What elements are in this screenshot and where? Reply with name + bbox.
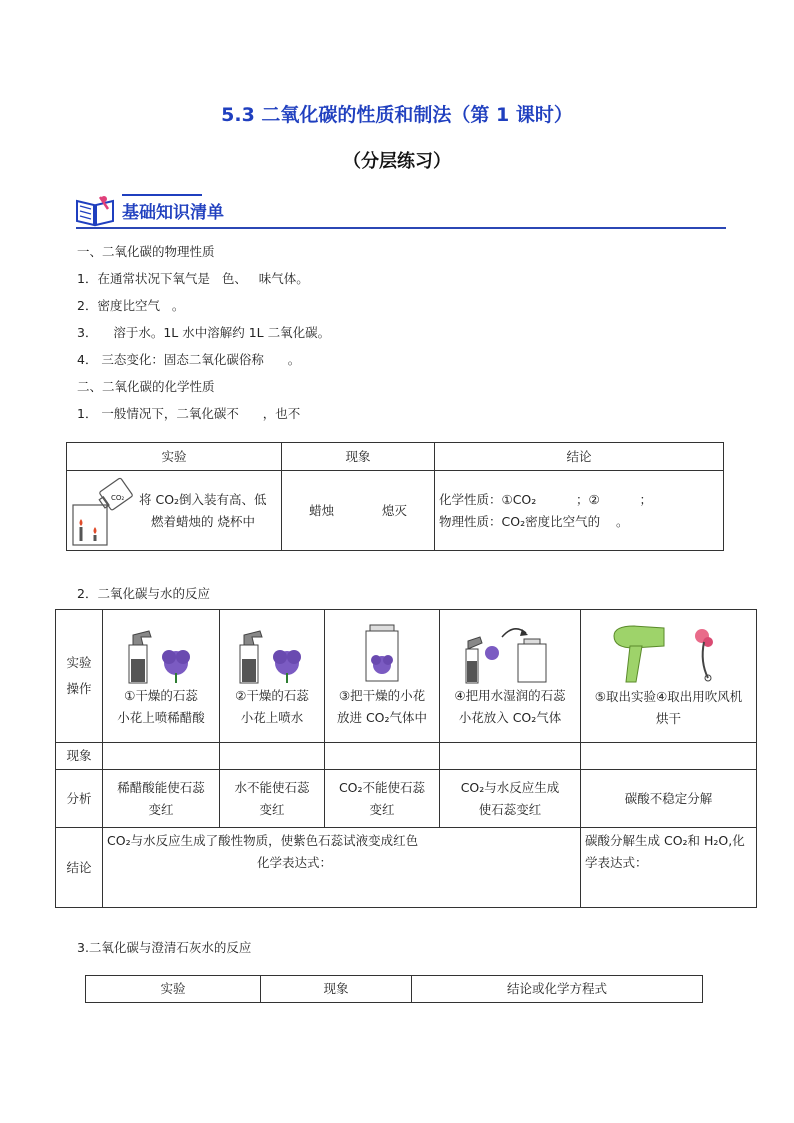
step-1-line-1: ①干燥的石蕊 [124,688,198,703]
candle-beaker-illustration [69,475,133,556]
conclusion-chem: 化学性质：①CO₂ ；② ； [439,491,652,507]
analysis-4-a: CO₂与水反应生成 [460,779,560,795]
row-label-phenomenon: 现象 [56,743,103,770]
analysis-2-b: 变红 [259,801,285,817]
spray-and-jar-icon [462,623,558,685]
conclusion-left-1: CO₂与水反应生成了酸性物质，使紫色石蕊试液变成红色 [107,833,419,848]
step-3-line-1: ③把干燥的小花 [338,688,426,703]
candle-experiment-table [66,442,724,551]
phenomenon-blank [103,743,220,770]
spray-bottle-icon [232,623,312,685]
step-1-line-2: 小花上喷稀醋酸 [117,710,205,725]
conclusion-right-1: 碳酸分解生成 CO₂和 H₂O,化 [585,833,745,848]
section-title: 基础知识清单 [122,203,224,223]
step-4-line-2: 小花放入 CO₂气体 [458,710,562,725]
phenomenon-cell: 蜡烛 熄灭 [282,471,435,551]
phenomenon-blank [220,743,325,770]
page-title: 5.3 二氧化碳的性质和制法（第 1 课时） [221,104,573,126]
analysis-3-b: 变红 [369,801,395,817]
gas-jar-icon [352,623,412,685]
analysis-2-a: 水不能使石蕊 [234,779,310,795]
analysis-1-b: 变红 [148,801,174,817]
analysis-3-a: CO₂不能使石蕊 [338,779,426,795]
phenomenon-blank [440,743,581,770]
part1-line-1: 1．在通常状况下氧气是 色、 味气体。 [77,271,309,286]
analysis-1-a: 稀醋酸能使石蕊 [117,779,205,795]
experiment-desc-2: 燃着蜡烛的 烧杯中 [151,513,255,529]
row-label-conclusion: 结论 [56,828,103,908]
book-icon [74,193,116,231]
step-2-line-2: 小花上喷水 [240,710,304,725]
step-5-line-2: 烘干 [655,711,681,726]
part1-line-2: 2．密度比空气 。 [77,298,185,313]
part2-heading: 二、二氧化碳的化学性质 [77,379,215,394]
limewater-table [85,975,703,1003]
col-header-experiment: 实验 [67,443,282,471]
step-4-line-1: ④把用水湿润的石蕊 [454,688,566,703]
page-subtitle: （分层练习） [343,151,451,172]
step-5-line-1: ⑤取出实验④取出用吹风机 [594,689,743,704]
col-header-equation: 结论或化学方程式 [412,976,703,1003]
co2-water-table [55,609,757,908]
part2-line-1: 1． 一般情况下，二氧化碳不 ，也不 [77,406,301,421]
section-deco-line [122,194,202,196]
experiment-desc-1: 将 CO₂倒入装有高、低 [139,491,267,507]
hair-dryer-icon [604,622,734,686]
col-header-conclusion: 结论 [435,443,724,471]
part1-line-4: 4． 三态变化：固态二氧化碳俗称 。 [77,352,301,367]
analysis-4-b: 使石蕊变红 [478,801,542,817]
conclusion-phys: 物理性质：CO₂密度比空气的 。 [439,513,629,529]
part1-line-3: 3． 溶于水。1L 水中溶解约 1L 二氧化碳。 [77,325,331,340]
part3-heading: 2．二氧化碳与水的反应 [77,586,210,601]
step-2-line-1: ②干燥的石蕊 [235,688,309,703]
row-label-analysis: 分析 [56,770,103,828]
analysis-5: 碳酸不稳定分解 [581,770,757,828]
col-header-phenomenon: 现象 [261,976,412,1003]
co2-bottle-label: CO₂ [111,494,125,502]
conclusion-right-2: 学表达式： [585,855,648,870]
col-header-phenomenon: 现象 [282,443,435,471]
part4-heading: 3.二氧化碳与澄清石灰水的反应 [77,940,252,955]
part1-heading: 一、二氧化碳的物理性质 [77,244,215,259]
step-3-line-2: 放进 CO₂气体中 [336,710,428,725]
row-label-operation: 实验 操作 [56,610,103,743]
spray-bottle-icon [121,623,201,685]
phenomenon-blank [325,743,440,770]
conclusion-left-2: 化学表达式： [257,855,333,870]
col-header-experiment: 实验 [86,976,261,1003]
section-divider [76,227,726,229]
phenomenon-blank [581,743,757,770]
